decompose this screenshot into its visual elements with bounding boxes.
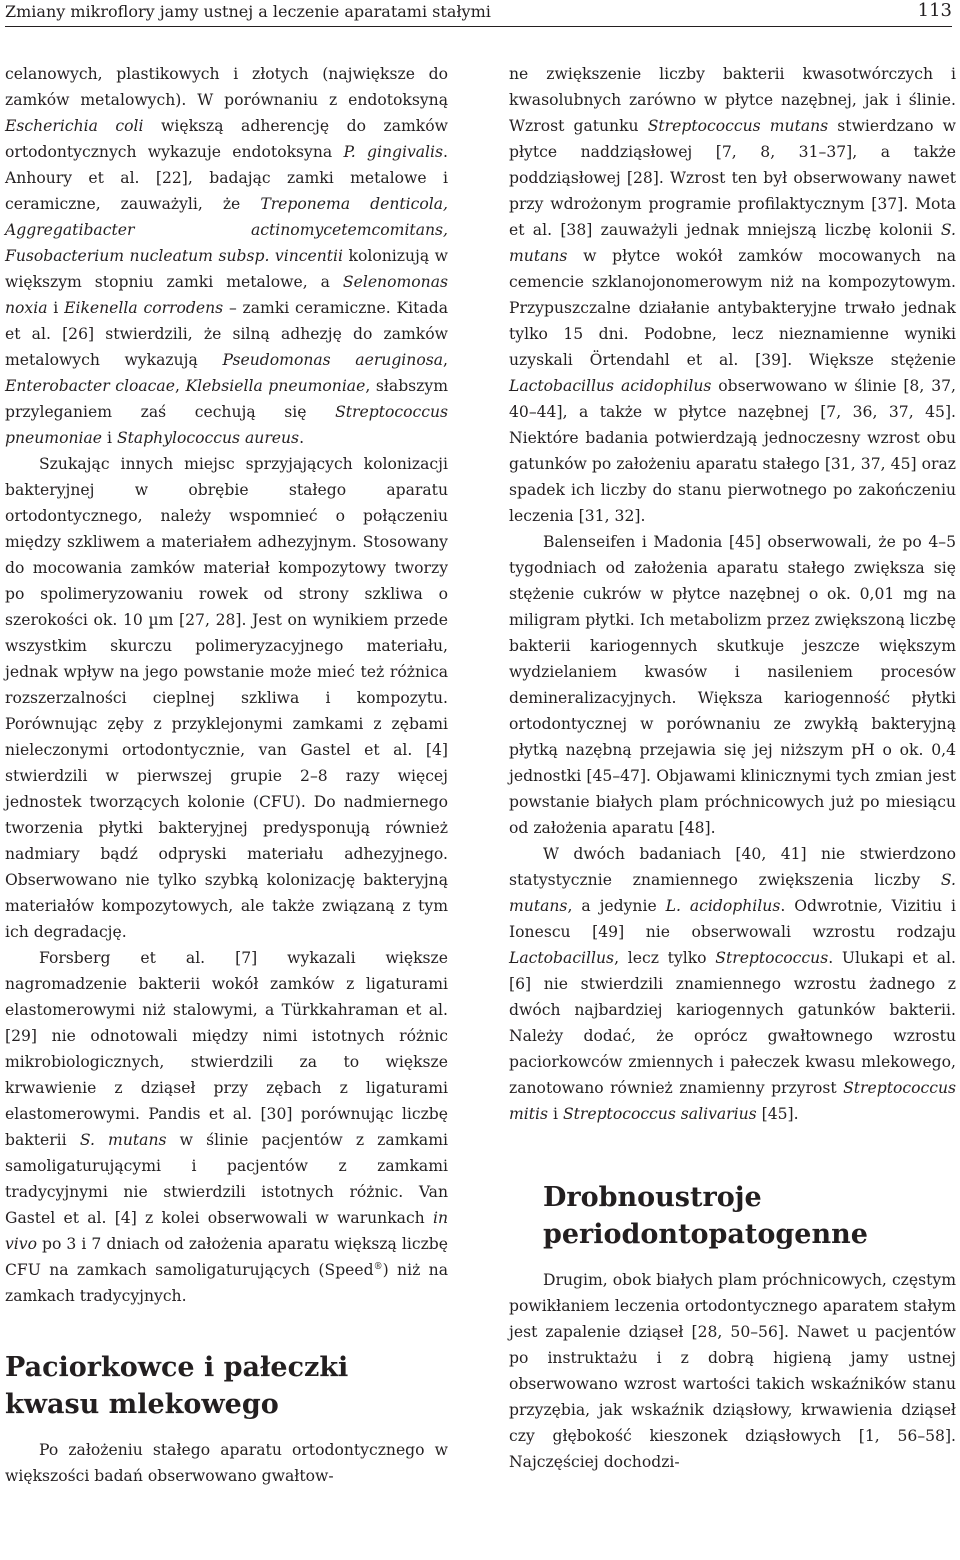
text-run: . Odwrotnie, Vizitiu i Ionescu [49] nie obserwowali wzrostu rodzaju: [509, 897, 956, 941]
species-name: S. mutans: [79, 1131, 167, 1149]
species-name: Streptococcus pneumoniae: [5, 403, 448, 447]
text-run: i: [548, 1105, 563, 1123]
right-column: [509, 61, 956, 1475]
text-run: i: [102, 429, 117, 447]
text-run: . Anhoury et al. [22], badając zamki metalowe i ceramiczne, zauważyli, że: [5, 143, 449, 213]
left-paragraph-1: [5, 61, 448, 451]
text-run: , a jedynie: [567, 897, 666, 915]
registered-mark: ®: [373, 1261, 383, 1272]
text-run: – zamki ceramiczne. Kitada et al. [26] stwierdzili, że silną adhezję do zamków metalowych wykazują: [5, 299, 448, 369]
text-run: , lecz tylko: [614, 949, 716, 967]
species-name: Klebsiella pneumoniae: [185, 377, 366, 395]
text-run: większą adherencję do zamków ortodontycznych wykazuje endotoksyna: [5, 117, 448, 161]
species-name: Streptococcus salivarius: [562, 1105, 757, 1123]
text-run: ne zwiększenie liczby bakterii kwasotwórczych i kwasolubnych zarówno w płytce nazębnej, jak i ślinie. Wzrost gatunku: [509, 65, 956, 135]
right-paragraph-2: Balenseifen i Madonia [45] obserwowali, że po 4–5 tygodniach od założenia aparatu stałego zwiększa się stężenie cukrów w płytce nazębnej o ok. 0,01 mg na miligram płytki. Ich metabolizm przez zwiększoną liczbę bakterii kariogennych skutkuje jeszcze większym wydzielaniem kwasów i nasileniem procesów demineralizacyjnych. Większa kariogenność płytki ortodontycznej w porównaniu ze zwykłą bakteryjną płytką nazębną przejawia się jej niższym pH o ok. 0,4 jednostki [45–47]. Objawami klinicznymi tych zmian jest powstanie białych plam próchnicowych już po miesiącu od założenia aparatu [48].: [509, 533, 956, 837]
text-run: . Ulukapi et al. [6] nie stwierdzili znamiennego wzrostu żadnego z dwóch najbardziej kariogennych gatunków bakterii. Należy dodać, że oprócz gwałtownego wzrostu paciorkowców zmiennych i pałeczek kwasu mlekowego, zanotowano również znamienny przyrost: [509, 949, 956, 1097]
text-run: obserwowano w ślinie [8, 37, 40–44], a także w płytce nazębnej [7, 36, 37, 45]. Niektóre badania potwierdzają jednoczesny wzrost obu gatunków po założeniu aparatu stałego [31, 37, 45] oraz spadek ich liczby do stanu pierwotnego po zakończeniu leczenia [31, 32].: [509, 377, 956, 525]
right-paragraph-3: [509, 841, 956, 1127]
text-run: Forsberg et al. [7] wykazali większe nagromadzenie bakterii wokół zamków z ligaturami elastomerowymi niż stalowymi, a Türkkahraman et al. [29] nie odnotowali między nimi istotnych różnic mikrobiologicznych, stwierdzili za to większe krwawienie z dziąseł przy zębach z ligaturami elastomerowymi. Pandis et al. [30] porównując liczbę bakterii: [5, 949, 448, 1149]
species-name: Eikenella corrodens: [64, 299, 224, 317]
text-run: stwierdzano w płytce naddziąsłowej [7, 8, 31–37], a także poddziąsłowej [28]. Wzrost ten był obserwowany nawet przy wdrożonym programie profilaktycznym [37]. Mota et al. [38] zauważyli jednak mniejszą liczbę kolonii: [509, 117, 956, 239]
text-run: kolonizują w większym stopniu zamki metalowe, a: [5, 247, 448, 291]
species-name: Pseudomonas aeruginosa: [222, 351, 444, 369]
species-name: Lactobacillus acidophilus: [509, 377, 712, 395]
right-paragraph-1: [509, 61, 956, 529]
species-name: Staphylococcus aureus: [116, 429, 300, 447]
text-run: w płytce wokół zamków mocowanych na cemencie szklanojonomerowym niż na kompozytowym. Przypuszczalne działanie antybakteryjne trwało jednak tylko 15 dni. Podobne, lecz nieznamienne wyniki uzyskali Örtendahl et al. [39]. Większe stężenie: [509, 247, 956, 369]
text-run: [45].: [756, 1105, 799, 1123]
text-run: ,: [174, 377, 186, 395]
section-heading-streptococci: Paciorkowce i pałeczki kwasu mlekowego: [5, 1352, 349, 1420]
running-header: [5, 0, 952, 27]
right-paragraph-4: Drugim, obok białych plam próchnicowych, częstym powikłaniem leczenia ortodontycznego aparatem stałym jest zapalenie dziąseł [28, 50–56]. Nawet u pacjentów po instruktażu i z dobrą higieną jamy ustnej obserwowano wzrost wartości takich wskaźników stanu przyzębia, jak wskaźnik dziąsłowy, krwawienia dziąseł czy głębokość kieszonek dziąsłowych [1, 56–58]. Najczęściej dochodzi-: [509, 1271, 956, 1471]
text-run: celanowych, plastikowych i złotych (największe do zamków metalowych). W porównaniu z endotoksyną: [5, 65, 448, 109]
left-paragraph-3: [5, 945, 448, 1309]
running-title: Zmiany mikroflory jamy ustnej a leczenie aparatami stałymi: [5, 2, 491, 21]
species-name: S. mutans: [509, 871, 956, 915]
text-run: ) niż na zamkach tradycyjnych.: [5, 1261, 448, 1305]
page-number: 113: [917, 0, 952, 21]
species-name: Selenomonas noxia: [5, 273, 448, 317]
text-run: ,: [443, 351, 448, 369]
section-heading-periodontopathogens: Drobnoustroje periodontopatogenne: [543, 1182, 868, 1250]
text-run: i: [47, 299, 65, 317]
species-name: Lactobacillus: [509, 949, 615, 967]
species-name: Streptococcus mutans: [647, 117, 829, 135]
species-name: Streptococcus: [715, 949, 829, 967]
text-run: po 3 i 7 dniach od założenia aparatu większą liczbę CFU na zamkach samoligaturujących (Speed: [5, 1235, 448, 1279]
species-name: Escherichia coli: [5, 117, 144, 135]
text-run: , słabszym przyleganiem zaś cechują się: [5, 377, 448, 421]
latin-term: in vivo: [5, 1209, 448, 1253]
species-name: Streptococcus mitis: [509, 1079, 956, 1123]
text-run: w ślinie pacjentów z zamkami samoligaturującymi i pacjentów z zamkami tradycyjnymi nie stwierdzili istotnych różnic. Van Gastel et al. [4] z kolei obserwowali w warunkach: [5, 1131, 449, 1227]
species-name: L. acidophilus: [665, 897, 781, 915]
left-paragraph-2: Szukając innych miejsc sprzyjających kolonizacji bakteryjnej w obrębie stałego aparatu ortodontycznego, należy wspomnieć o połączeniu między szkliwem a materiałem adhezyjnym. Stosowany do mocowania zamków materiał kompozytowy tworzy po spolimeryzowaniu rowek od strony szkliwa o szerokości ok. 10 µm [27, 28]. Jest on wynikiem przede wszystkim skurczu polimeryzacyjnego materiału, jednak wpływ na jego powstanie może mieć też różnica rozszerzalności cieplnej szkliwa i kompozytu. Porównując zęby z przyklejonymi zamkami z zębami nieleczonymi ortodontycznie, van Gastel et al. [4] stwierdzili w pierwszej grupie 2–8 razy więcej jednostek tworzących kolonie (CFU). Do nadmiernego tworzenia płytki bakteryjnej predysponują również nadmiary bądź odpryski materiału adhezyjnego. Obserwowano nie tylko szybką kolonizację bakteryjną materiałów kompozytowych, ale także związaną z tym ich degradację.: [5, 455, 448, 941]
species-name: P. gingivalis: [343, 143, 444, 161]
species-name: Enterobacter cloacae: [5, 377, 175, 395]
text-run: .: [299, 429, 305, 447]
left-paragraph-4: Po założeniu stałego aparatu ortodontycznego w większości badań obserwowano gwałtow-: [5, 1441, 448, 1485]
text-run: W dwóch badaniach [40, 41] nie stwierdzono statystycznie znamiennego zwiększenia liczby: [509, 845, 956, 889]
left-column: [5, 61, 448, 1489]
species-name: Treponema denticola, Aggregatibacter actinomycetemcomitans, Fusobacterium nucleatum subsp. vincentii: [5, 195, 449, 265]
species-name: S. mutans: [509, 221, 956, 265]
